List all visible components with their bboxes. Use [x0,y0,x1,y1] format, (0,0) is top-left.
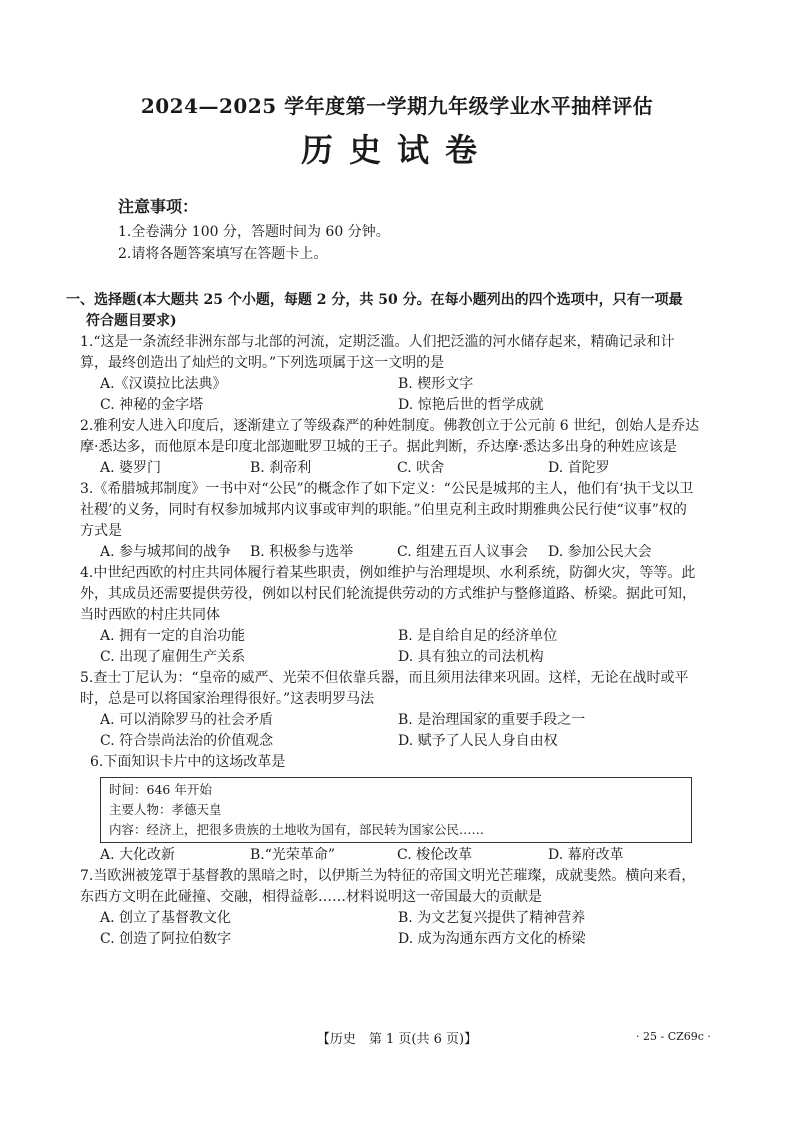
option-c: C. 出现了雇佣生产关系 [100,649,246,665]
notice-box [118,194,390,265]
option-a: A. 参与城邦间的战争 [100,544,232,560]
option-d: D. 首陀罗 [548,460,610,476]
option-a: A.《汉谟拉比法典》 [100,376,227,392]
option-b: B. 积极参与选举 [250,544,354,560]
option-b: B. 刹帝利 [250,460,312,476]
option-a: A. 婆罗门 [100,460,162,476]
option-a: A. 可以消除罗马的社会矛盾 [100,712,274,728]
options [80,908,700,950]
option-d: D. 赋予了人民人身自由权 [398,733,558,749]
option-a: A. 创立了基督教文化 [100,910,232,926]
option-b: B. 楔形文字 [398,376,474,392]
option-b: B.“光荣革命” [250,847,336,863]
question-5 [80,668,700,752]
question-stem: 5.查士丁尼认为：“皇帝的威严、光荣不但依靠兵器，而且须用法律来巩固。这样，无论在战时或平时，总是可以将国家治理得很好。”这表明罗马法 [80,670,689,707]
options [80,374,700,416]
option-b: B. 是自给自足的经济单位 [398,628,558,644]
options [80,845,700,866]
notice-title: 注意事项： [118,197,199,216]
option-b: B. 是治理国家的重要手段之一 [398,712,586,728]
knowledge-card [100,777,692,843]
options [80,626,700,668]
subject-title: 历史试卷 [300,131,493,169]
options [80,542,700,563]
options [80,458,700,479]
question-stem: 3.《希腊城邦制度》一书中对“公民”的概念作了如下定义：“公民是城邦的主人，他们有‘执干戈以卫社稷’的义务，同时有权参加城邦内议事或审判的职能。”伯里克利主政时期雅典公民行使“议事”权的方式是 [80,481,694,539]
question-stem: 1.“这是一条流经非洲东部与北部的河流，定期泛滥。人们把泛滥的河水储存起来，精确记录和计算，最终创造出了灿烂的文明。”下列选项属于这一文明的是 [80,334,675,371]
question-7 [80,866,700,950]
notice-line: 1.全卷满分 100 分，答题时间为 60 分钟。 [118,224,390,240]
notice-line: 2.请将各题答案填写在答题卡上。 [118,246,328,262]
option-c: C. 创造了阿拉伯数字 [100,931,232,947]
card-line: 时间：646 年开始 [109,782,212,797]
option-c: C. 神秘的金字塔 [100,397,204,413]
question-stem: 4.中世纪西欧的村庄共同体履行着某些职责，例如维护与治理堤坝、水利系统，防御火灾，等等。此外，其成员还需要提供劳役，例如以村民们轮流提供劳动的方式维护与整修道路、桥梁。据此可知，当时西欧的村庄共同体 [80,565,696,623]
card-line: 主要人物：孝德天皇 [109,802,222,817]
question-3 [80,479,700,563]
question-4 [80,563,700,668]
card-line: 内容：经济上，把很多贵族的土地收为国有，部民转为国家公民…… [109,822,485,837]
question-stem: 2.雅利安人进入印度后，逐渐建立了等级森严的种姓制度。佛教创立于公元前 6 世纪，创始人是乔达摩·悉达多，而他原本是印度北部迦毗罗卫城的王子。据此判断，乔达摩·悉达多出身的种姓应该是 [80,418,700,455]
section-heading-line: 符合题目要求) [86,313,177,329]
section-heading-line: 一、选择题(本大题共 25 个小题，每题 2 分，共 50 分。在每小题列出的四个选项中，只有一项最 [66,292,683,308]
option-c: C. 吠舍 [397,460,445,476]
question-2 [80,416,700,479]
page-footer: 【历史 第 1 页(共 6 页)】 [316,1032,478,1047]
option-d: D. 具有独立的司法机构 [398,649,544,665]
option-c: C. 梭伦改革 [397,847,473,863]
section-heading-line [80,311,700,332]
option-d: D. 惊艳后世的哲学成就 [398,397,544,413]
question-1 [80,332,700,416]
question-list [66,290,700,950]
exam-title: 2024—2025 学年度第一学期九年级学业水平抽样评估 [140,94,654,118]
paper-code: · 25 - CZ69c · [636,1030,711,1043]
question-stem: 6.下面知识卡片中的这场改革是 [90,754,286,770]
option-c: C. 符合崇尚法治的价值观念 [100,733,274,749]
question-stem: 7.当欧洲被笼罩于基督教的黑暗之时，以伊斯兰为特征的帝国文明光芒璀璨，成就斐然。横向来看，东西方文明在此碰撞、交融，相得益彰……材料说明这一帝国最大的贡献是 [80,868,696,905]
option-d: D. 成为沟通东西方文化的桥梁 [398,931,586,947]
options [80,710,700,752]
option-a: A. 大化改新 [100,847,176,863]
option-b: B. 为文艺复兴提供了精神营养 [398,910,586,926]
question-6 [80,752,700,866]
option-d: D. 幕府改革 [548,847,624,863]
section-heading [66,290,700,332]
option-c: C. 组建五百人议事会 [397,544,529,560]
option-a: A. 拥有一定的自治功能 [100,628,246,644]
option-d: D. 参加公民大会 [548,544,652,560]
